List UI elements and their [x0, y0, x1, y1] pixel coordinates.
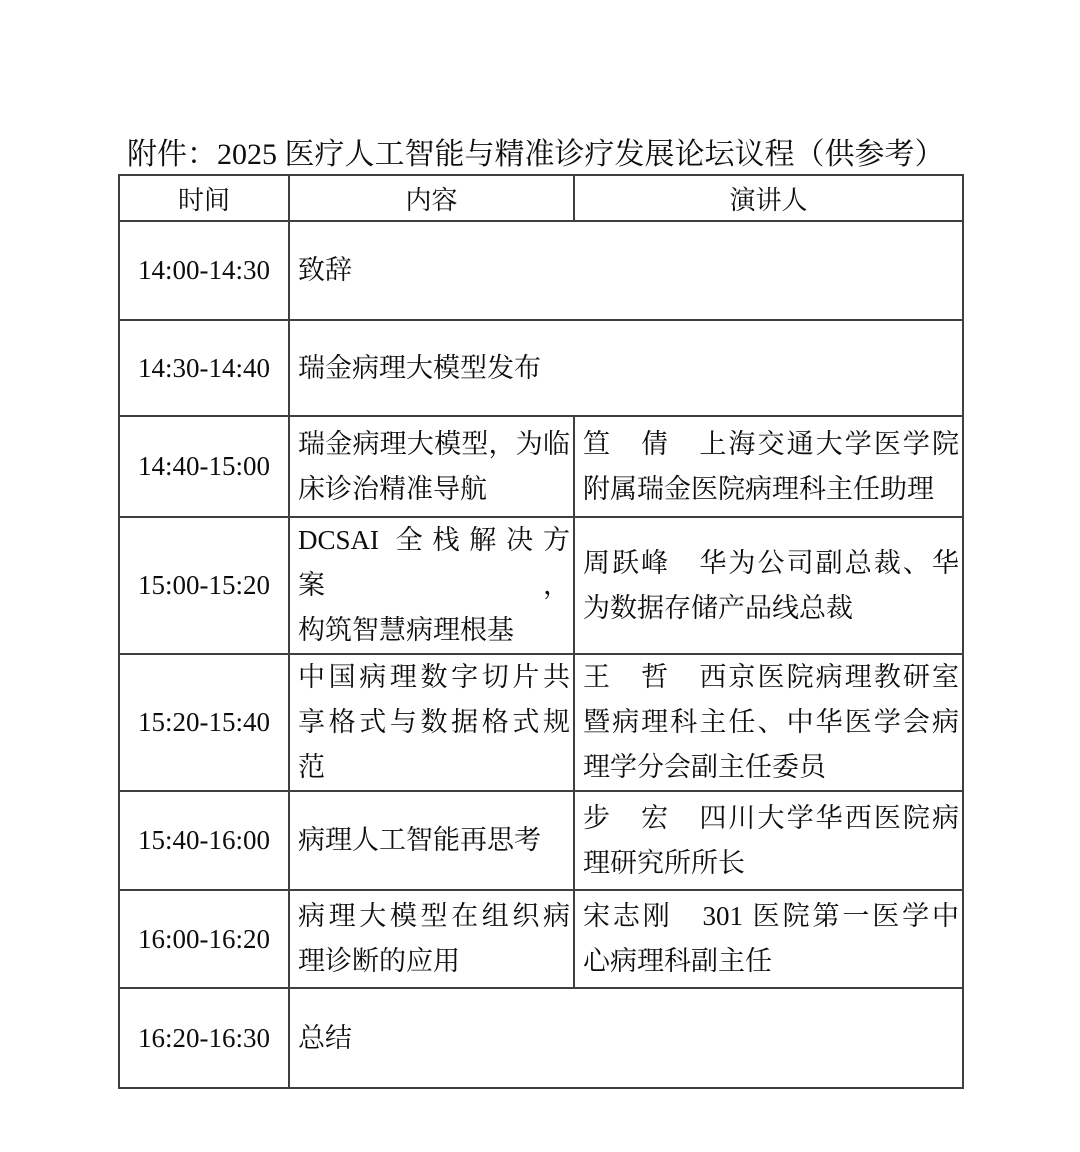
time-cell: 14:00-14:30	[119, 221, 289, 320]
time-cell: 16:20-16:30	[119, 988, 289, 1088]
content-cell	[289, 791, 574, 890]
speaker-cell	[574, 890, 963, 988]
table-row	[119, 517, 963, 654]
header-content: 内容	[289, 175, 574, 221]
speaker-text: 王 哲 西京医院病理教研室 暨病理科主任、中华医学会病 理学分会副主任委员	[583, 662, 959, 782]
content-text: 瑞金病理大模型，为临 床诊治精准导航	[298, 428, 570, 504]
content-text: 病理大模型在组织病 理诊断的应用	[298, 901, 570, 976]
speaker-cell	[574, 791, 963, 890]
header-time: 时间	[119, 175, 289, 221]
table-row	[119, 791, 963, 890]
content-cell	[289, 988, 963, 1088]
time-cell: 14:30-14:40	[119, 320, 289, 416]
speaker-cell	[574, 416, 963, 517]
time-cell: 15:20-15:40	[119, 654, 289, 791]
table-header-row	[119, 175, 963, 221]
time-cell: 15:40-16:00	[119, 791, 289, 890]
content-cell	[289, 416, 574, 517]
time-cell: 15:00-15:20	[119, 517, 289, 654]
table-row	[119, 320, 963, 416]
content-cell	[289, 517, 574, 654]
table-row	[119, 416, 963, 517]
speaker-text: 周跃峰 华为公司副总裁、华 为数据存储产品线总裁	[583, 547, 959, 623]
content-text: 总结	[298, 1022, 352, 1053]
content-text: 致辞	[298, 255, 352, 285]
time-cell: 16:00-16:20	[119, 890, 289, 988]
content-cell	[289, 320, 963, 416]
speaker-text: 步 宏 四川大学华西医院病 理研究所所长	[583, 802, 959, 878]
table-row	[119, 890, 963, 988]
speaker-text: 宋志刚 301 医院第一医学中 心病理科副主任	[583, 901, 959, 976]
content-text: 瑞金病理大模型发布	[298, 352, 541, 383]
header-speaker: 演讲人	[574, 175, 963, 221]
table-row	[119, 221, 963, 320]
time-cell: 14:40-15:00	[119, 416, 289, 517]
table-row	[119, 988, 963, 1088]
speaker-text: 笪 倩 上海交通大学医学院 附属瑞金医院病理科主任助理	[583, 428, 959, 504]
speaker-cell	[574, 517, 963, 654]
content-text: DCSAI 全栈解决方案， 构筑智慧病理根基	[298, 525, 570, 645]
table-row	[119, 654, 963, 791]
content-cell	[289, 890, 574, 988]
speaker-cell	[574, 654, 963, 791]
agenda-table	[118, 174, 964, 1089]
content-cell	[289, 221, 963, 320]
page-title: 附件：2025 医疗人工智能与精准诊疗发展论坛议程（供参考）	[127, 138, 945, 171]
content-text: 病理人工智能再思考	[298, 825, 541, 855]
content-text: 中国病理数字切片共 享格式与数据格式规 范	[298, 662, 570, 782]
content-cell	[289, 654, 574, 791]
